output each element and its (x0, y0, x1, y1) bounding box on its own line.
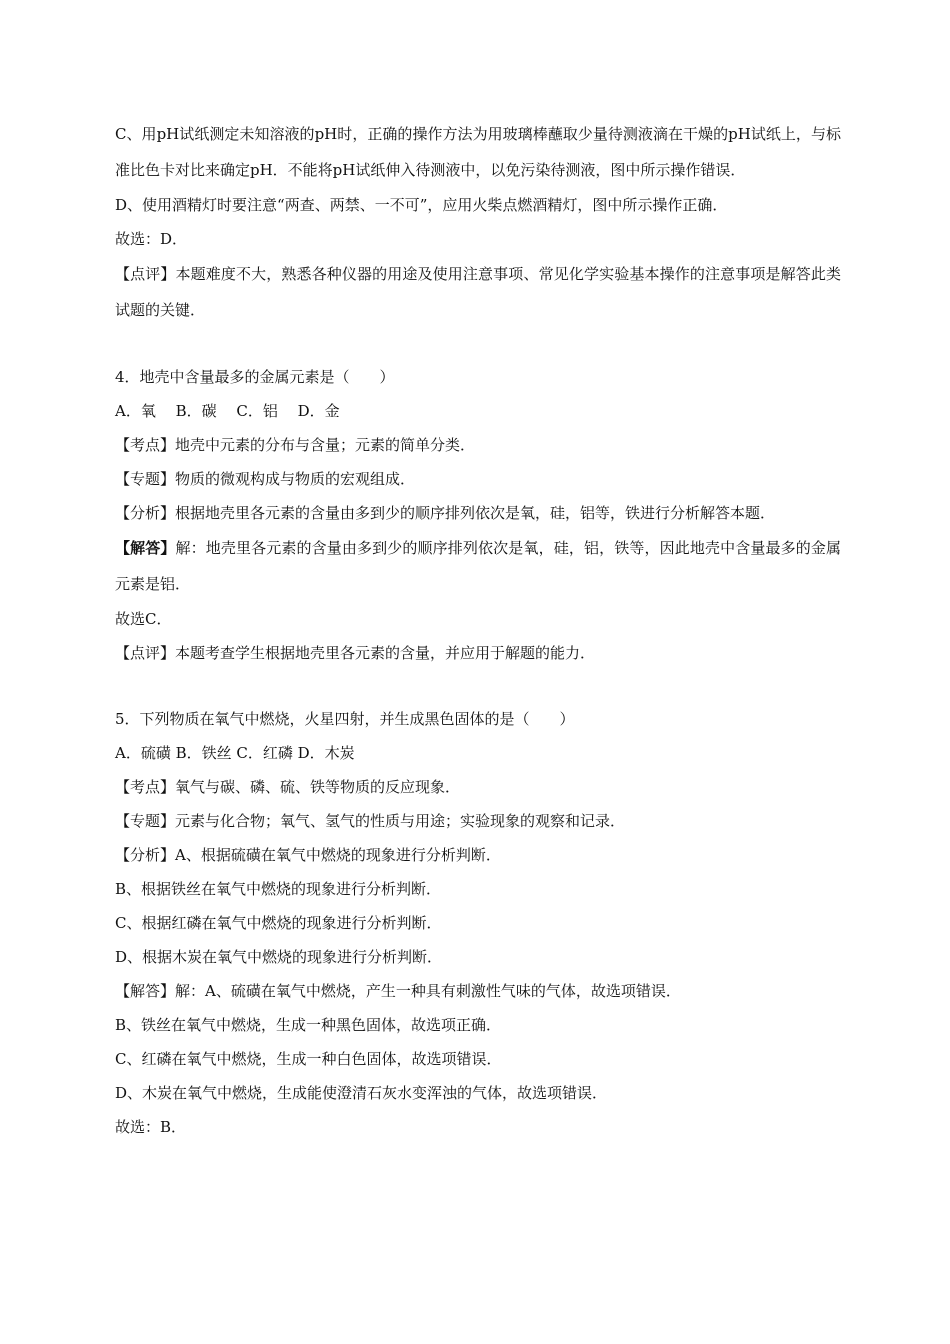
question-4-answer: 故选C． (115, 610, 172, 628)
question-4-jieda (115, 530, 841, 602)
question-4-dianping (115, 636, 841, 670)
zhuanti-tag: 【专题】 (115, 812, 176, 830)
fenxi-text-a: A、根据硫磺在氧气中燃烧的现象进行分析判断． (175, 846, 501, 864)
kaodian-tag: 【考点】 (115, 778, 176, 796)
question-4-options: A．氧 B．碳 C．铝 D．金 (115, 402, 340, 420)
comment-tag: 【点评】 (115, 265, 176, 283)
zhuanti-text: 元素与化合物；氧气、氢气的性质与用途；实验现象的观察和记录． (175, 812, 626, 830)
jieda-text-d: D、木炭在氧气中燃烧，生成能使澄清石灰水变浑浊的气体，故选项错误． (115, 1084, 608, 1102)
zhuanti-tag: 【专题】 (115, 470, 176, 488)
comment-section (115, 256, 841, 328)
answer-line: 故选：D． (115, 230, 188, 248)
kaodian-text: 地壳中元素的分布与含量；元素的简单分类． (175, 436, 476, 454)
jieda-text: 解：地壳里各元素的含量由多到少的顺序排列依次是氧，硅，铝，铁等，因此地壳中含量最多的金属元素是铝． (115, 539, 841, 593)
fenxi-tag: 【分析】 (115, 504, 176, 522)
jieda-tag: 【解答】 (115, 539, 176, 557)
jieda-text-a: 解：A、硫磺在氧气中燃烧，产生一种具有刺激性气味的气体，故选项错误． (175, 982, 681, 1000)
section-gap (115, 670, 841, 702)
question-5-zhuanti (115, 804, 841, 838)
zhuanti-text: 物质的微观构成与物质的宏观组成． (175, 470, 416, 488)
dianping-text: 本题考查学生根据地壳里各元素的含量，并应用于解题的能力． (175, 644, 596, 662)
section-gap (115, 328, 841, 360)
fenxi-tag: 【分析】 (115, 846, 176, 864)
jieda-tag: 【解答】 (115, 982, 176, 1000)
document-page (115, 116, 841, 1144)
fenxi-text-b: B、根据铁丝在氧气中燃烧的现象进行分析判断． (115, 880, 442, 898)
option-c-explanation: C、用pH试纸测定未知溶液的pH时，正确的操作方法为用玻璃棒蘸取少量待测液滴在干燥的pH试纸上，与标准比色卡对比来确定pH．不能将pH试纸伸入待测液中，以免污染待测液，图中所示操作错误． (115, 125, 841, 179)
question-4-kaodian (115, 428, 841, 462)
question-5-fenxi (115, 838, 841, 872)
question-5-jieda (115, 974, 841, 1008)
question-4-fenxi (115, 496, 841, 530)
question-4-zhuanti (115, 462, 841, 496)
question-5-answer: 故选：B． (115, 1118, 187, 1136)
dianping-tag: 【点评】 (115, 644, 176, 662)
kaodian-text: 氧气与碳、磷、硫、铁等物质的反应现象． (175, 778, 461, 796)
fenxi-text-c: C、根据红磷在氧气中燃烧的现象进行分析判断． (115, 914, 442, 932)
question-5-kaodian (115, 770, 841, 804)
question-5-options: A．硫磺 B．铁丝 C．红磷 D．木炭 (115, 744, 355, 762)
fenxi-text: 根据地壳里各元素的含量由多到少的顺序排列依次是氧，硅，铝等，铁进行分析解答本题． (175, 504, 776, 522)
option-d-explanation: D、使用酒精灯时要注意“两查、两禁、一不可”，应用火柴点燃酒精灯，图中所示操作正确． (115, 196, 728, 214)
jieda-text-c: C、红磷在氧气中燃烧，生成一种白色固体，故选项错误． (115, 1050, 502, 1068)
question-5-stem: 5．下列物质在氧气中燃烧，火星四射，并生成黑色固体的是（ ） (115, 710, 575, 728)
comment-text: 本题难度不大，熟悉各种仪器的用途及使用注意事项、常见化学实验基本操作的注意事项是解答此类试题的关键． (115, 265, 841, 319)
kaodian-tag: 【考点】 (115, 436, 176, 454)
fenxi-text-d: D、根据木炭在氧气中燃烧的现象进行分析判断． (115, 948, 443, 966)
jieda-text-b: B、铁丝在氧气中燃烧，生成一种黑色固体，故选项正确． (115, 1016, 502, 1034)
question-4-stem: 4．地壳中含量最多的金属元素是（ ） (115, 368, 395, 386)
